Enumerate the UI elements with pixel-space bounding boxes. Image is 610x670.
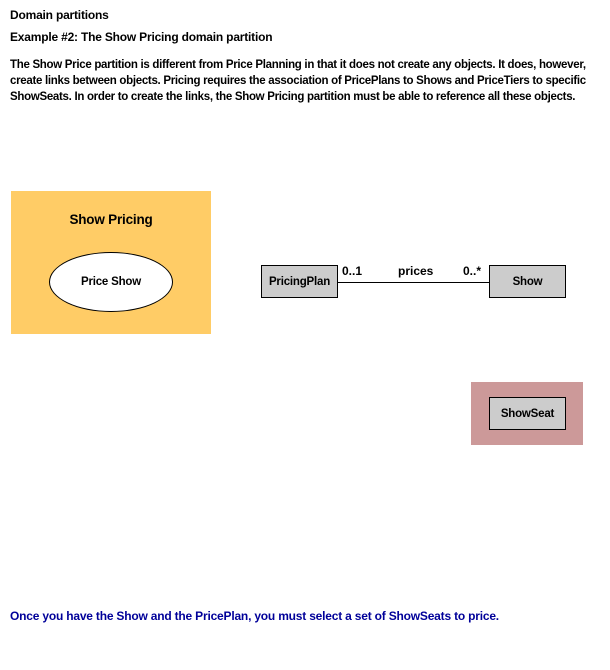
show-seat-class	[489, 397, 566, 430]
left-multiplicity: 0..1	[342, 264, 363, 278]
show-seat-container	[471, 382, 583, 445]
section-title: Domain partitions	[10, 8, 109, 22]
prices-association-line	[338, 282, 489, 283]
association-role: prices	[398, 264, 434, 278]
use-case-label: Price Show	[81, 276, 141, 288]
price-show-use-case	[49, 252, 173, 312]
pricing-plan-label: PricingPlan	[268, 275, 331, 288]
show-seat-label: ShowSeat	[500, 407, 555, 420]
footer-note: Once you have the Show and the PricePlan, you must select a set of ShowSeats to price.	[10, 609, 499, 623]
intro-paragraph: The Show Price partition is different from Price Planning in that it does not create any objects. It does, however, create links between objects. Pricing requires the association of PricePlans to Shows and PriceTiers to specific ShowSeats. In order to create the links, the Show Pricing partition must be able to reference all these objects.	[10, 59, 586, 103]
right-multiplicity: 0..*	[463, 264, 482, 278]
pricing-plan-class	[261, 265, 338, 298]
partition-title: Show Pricing	[69, 212, 153, 227]
show-class	[489, 265, 566, 298]
show-pricing-partition	[11, 191, 211, 334]
example-title: Example #2: The Show Pricing domain partition	[10, 30, 273, 44]
show-label: Show	[512, 275, 543, 288]
